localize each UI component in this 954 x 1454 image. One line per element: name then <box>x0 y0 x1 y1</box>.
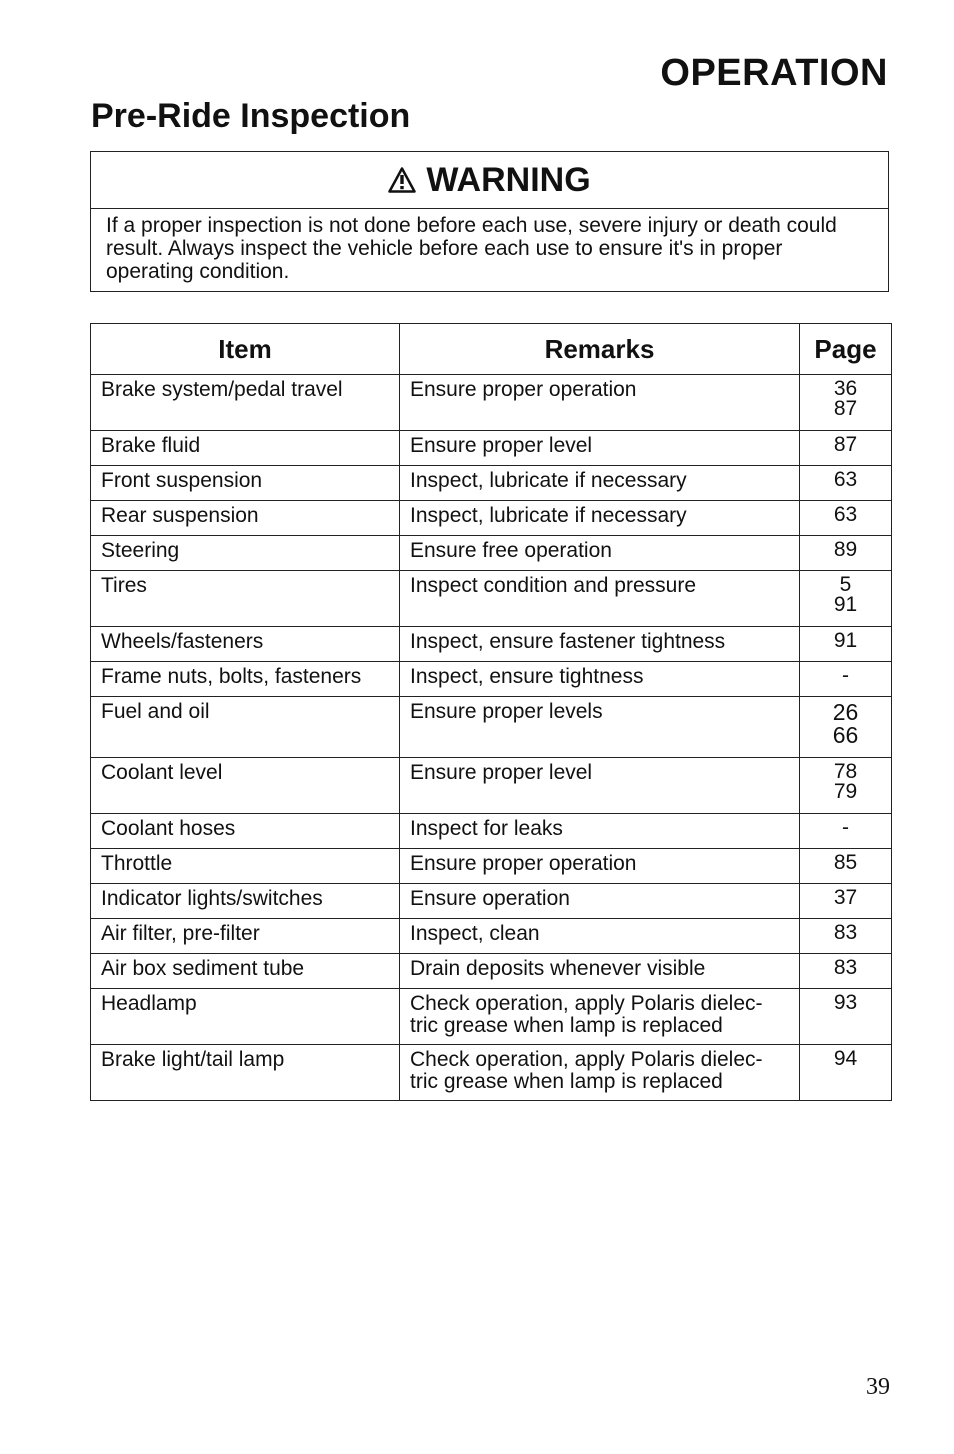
table-row <box>91 375 892 431</box>
cell-item: Frame nuts, bolts, fasteners <box>91 662 400 697</box>
cell-page <box>800 627 892 662</box>
warning-box <box>90 151 889 292</box>
page-reference: 36 <box>833 377 858 400</box>
warning-header <box>91 152 888 209</box>
remarks-line: Inspect for leaks <box>410 817 563 840</box>
remarks-line: Inspect, lubricate if necessary <box>410 504 687 527</box>
inspection-table <box>90 323 892 1101</box>
page-reference: 91 <box>833 629 858 652</box>
cell-item: Coolant level <box>91 758 400 814</box>
remarks-line: Ensure operation <box>410 887 570 910</box>
cell-item: Brake system/pedal travel <box>91 375 400 431</box>
cell-remarks <box>400 501 800 536</box>
table-body <box>91 375 892 1101</box>
page-reference: 63 <box>833 468 858 491</box>
page-reference: 91 <box>833 593 858 616</box>
cell-item: Brake fluid <box>91 431 400 466</box>
warning-text: If a proper inspection is not done before each use, severe injury or death could result. Always inspect the vehicle before each use to ensure it's in proper operating condition. <box>106 214 837 283</box>
remarks-line: tric grease when lamp is replaced <box>410 1014 723 1037</box>
column-header-item: Item <box>91 324 400 375</box>
remarks-line: Ensure proper level <box>410 434 593 457</box>
column-header-remarks: Remarks <box>400 324 800 375</box>
page-reference: 89 <box>833 538 858 561</box>
cell-page <box>800 431 892 466</box>
cell-page <box>800 954 892 989</box>
remarks-line: Check operation, apply Polaris dielec- <box>410 1048 763 1071</box>
cell-remarks <box>400 919 800 954</box>
remarks-line: Ensure proper operation <box>410 852 637 875</box>
cell-page <box>800 375 892 431</box>
page-reference: 83 <box>833 921 858 944</box>
cell-item: Air box sediment tube <box>91 954 400 989</box>
cell-page <box>800 884 892 919</box>
remarks-line: Ensure proper levels <box>410 700 603 723</box>
cell-page <box>800 849 892 884</box>
remarks-line: Ensure free operation <box>410 539 612 562</box>
cell-page <box>800 1045 892 1101</box>
table-row <box>91 884 892 919</box>
page-reference: 37 <box>833 886 858 909</box>
page-reference: 79 <box>833 780 858 803</box>
cell-page <box>800 466 892 501</box>
cell-remarks <box>400 989 800 1045</box>
cell-item: Throttle <box>91 849 400 884</box>
cell-item: Coolant hoses <box>91 814 400 849</box>
cell-remarks <box>400 466 800 501</box>
remarks-line: Inspect, clean <box>410 922 540 945</box>
column-header-page: Page <box>800 324 892 375</box>
page-title: Pre-Ride Inspection <box>91 97 411 135</box>
page-reference: 5 <box>839 573 852 596</box>
cell-remarks <box>400 627 800 662</box>
page-reference: 26 <box>832 699 859 725</box>
table-row <box>91 627 892 662</box>
cell-remarks <box>400 697 800 758</box>
cell-page <box>800 536 892 571</box>
page-reference: 87 <box>833 397 858 420</box>
cell-item: Brake light/tail lamp <box>91 1045 400 1101</box>
page-reference: 78 <box>833 760 858 783</box>
remarks-line: Inspect condition and pressure <box>410 574 697 597</box>
cell-page <box>800 662 892 697</box>
section-header: OPERATION <box>660 52 888 94</box>
page-reference: - <box>842 816 849 839</box>
table-row <box>91 758 892 814</box>
cell-item: Wheels/fasteners <box>91 627 400 662</box>
remarks-line: Check operation, apply Polaris dielec- <box>410 992 763 1015</box>
cell-page <box>800 758 892 814</box>
table-header-row <box>91 324 892 375</box>
cell-remarks <box>400 662 800 697</box>
cell-page <box>800 697 892 758</box>
page-reference: 93 <box>833 991 858 1014</box>
cell-remarks <box>400 571 800 627</box>
page-number: 39 <box>866 1374 890 1400</box>
cell-item: Headlamp <box>91 989 400 1045</box>
remarks-line: Drain deposits whenever visible <box>410 957 706 980</box>
warning-label: WARNING <box>426 160 591 199</box>
cell-item: Indicator lights/switches <box>91 884 400 919</box>
table-row <box>91 466 892 501</box>
cell-remarks <box>400 884 800 919</box>
cell-page <box>800 814 892 849</box>
cell-remarks <box>400 758 800 814</box>
table-row <box>91 989 892 1045</box>
cell-item: Fuel and oil <box>91 697 400 758</box>
table-row <box>91 954 892 989</box>
remarks-line: Inspect, lubricate if necessary <box>410 469 687 492</box>
table-row <box>91 697 892 758</box>
cell-remarks <box>400 431 800 466</box>
table-row <box>91 431 892 466</box>
remarks-line: tric grease when lamp is replaced <box>410 1070 723 1093</box>
page-reference: 83 <box>833 956 858 979</box>
remarks-line: Ensure proper operation <box>410 378 637 401</box>
table-row <box>91 1045 892 1101</box>
table-row <box>91 662 892 697</box>
table-row <box>91 919 892 954</box>
cell-remarks <box>400 849 800 884</box>
cell-page <box>800 989 892 1045</box>
cell-remarks <box>400 375 800 431</box>
page-reference: - <box>842 664 849 687</box>
cell-item: Steering <box>91 536 400 571</box>
table-row <box>91 571 892 627</box>
cell-page <box>800 919 892 954</box>
cell-remarks <box>400 1045 800 1101</box>
page-reference: 66 <box>832 722 859 748</box>
cell-page <box>800 571 892 627</box>
table-row <box>91 849 892 884</box>
page-reference: 94 <box>833 1047 858 1070</box>
page-reference: 63 <box>833 503 858 526</box>
cell-remarks <box>400 814 800 849</box>
cell-item: Rear suspension <box>91 501 400 536</box>
cell-page <box>800 501 892 536</box>
table-row <box>91 536 892 571</box>
remarks-line: Ensure proper level <box>410 761 593 784</box>
cell-remarks <box>400 954 800 989</box>
page-reference: 85 <box>833 851 858 874</box>
table-row <box>91 501 892 536</box>
remarks-line: Inspect, ensure tightness <box>410 665 644 688</box>
cell-item: Air filter, pre-filter <box>91 919 400 954</box>
remarks-line: Inspect, ensure fastener tightness <box>410 630 726 653</box>
page-reference: 87 <box>833 433 858 456</box>
cell-item: Front suspension <box>91 466 400 501</box>
cell-remarks <box>400 536 800 571</box>
warning-triangle-icon <box>388 167 416 193</box>
table-row <box>91 814 892 849</box>
cell-item: Tires <box>91 571 400 627</box>
